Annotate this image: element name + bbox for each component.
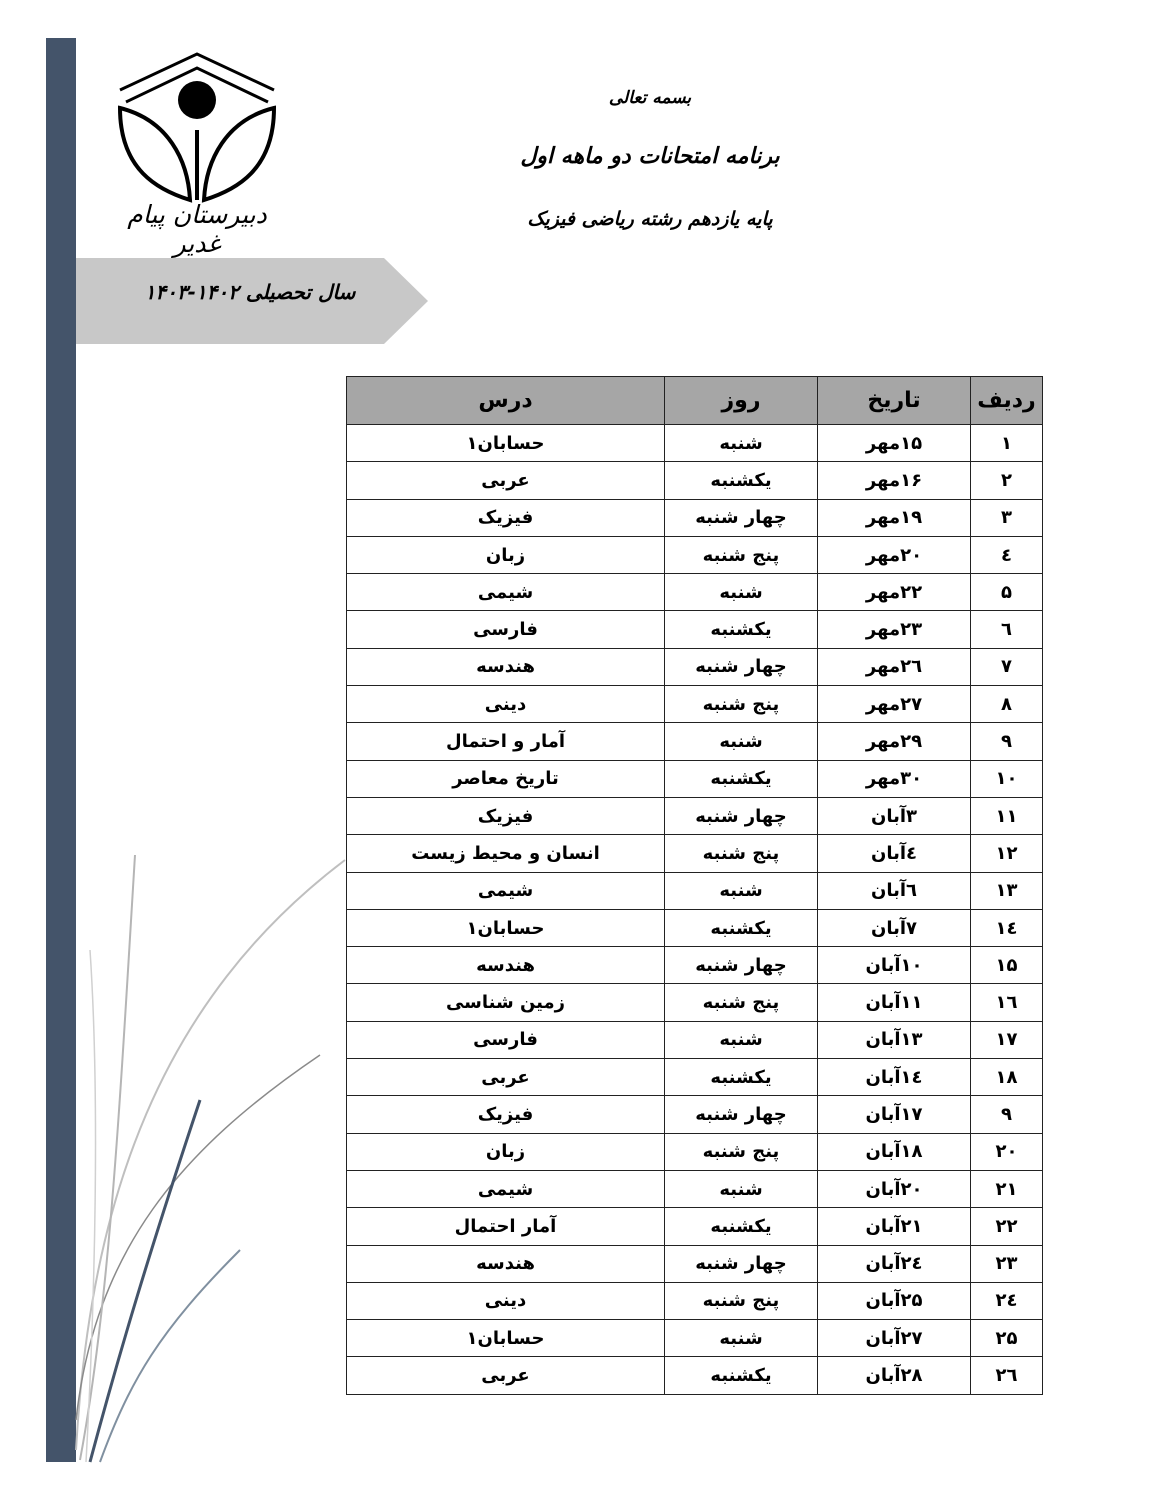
cell-date: ۱٤آبان bbox=[818, 1059, 971, 1096]
cell-day: چهار شنبه bbox=[665, 648, 818, 685]
table-row bbox=[347, 1021, 1043, 1058]
cell-row-number: ۲۵ bbox=[971, 1320, 1043, 1357]
cell-row-number: ٤ bbox=[971, 536, 1043, 573]
cell-day: شنبه bbox=[665, 1021, 818, 1058]
cell-row-number: ۲ bbox=[971, 462, 1043, 499]
table-row bbox=[347, 425, 1043, 462]
cell-subject: زمین شناسی bbox=[347, 984, 665, 1021]
cell-day: شنبه bbox=[665, 723, 818, 760]
cell-row-number: ۱۲ bbox=[971, 835, 1043, 872]
cell-date: ٦آبان bbox=[818, 872, 971, 909]
cell-day: یکشنبه bbox=[665, 760, 818, 797]
table-row bbox=[347, 462, 1043, 499]
cell-subject: هندسه bbox=[347, 947, 665, 984]
cell-day: شنبه bbox=[665, 425, 818, 462]
column-header-date: تاریخ bbox=[818, 377, 971, 425]
cell-row-number: ۹ bbox=[971, 1096, 1043, 1133]
table-row bbox=[347, 1096, 1043, 1133]
cell-date: ۲٤آبان bbox=[818, 1245, 971, 1282]
column-header-day: روز bbox=[665, 377, 818, 425]
cell-date: ۱۶مهر bbox=[818, 462, 971, 499]
cell-date: ۲۳مهر bbox=[818, 611, 971, 648]
cell-day: چهار شنبه bbox=[665, 1096, 818, 1133]
table-row bbox=[347, 984, 1043, 1021]
cell-date: ۷آبان bbox=[818, 909, 971, 946]
cell-day: پنج شنبه bbox=[665, 686, 818, 723]
cell-subject: هندسه bbox=[347, 648, 665, 685]
cell-subject: حسابان۱ bbox=[347, 425, 665, 462]
table-row bbox=[347, 1170, 1043, 1207]
table-row bbox=[347, 1245, 1043, 1282]
cell-day: یکشنبه bbox=[665, 909, 818, 946]
cell-day: شنبه bbox=[665, 1170, 818, 1207]
cell-subject: شیمی bbox=[347, 574, 665, 611]
side-bar bbox=[46, 38, 76, 1462]
cell-row-number: ۲۳ bbox=[971, 1245, 1043, 1282]
table-row bbox=[347, 499, 1043, 536]
cell-row-number: ۱٤ bbox=[971, 909, 1043, 946]
cell-subject: عربی bbox=[347, 1059, 665, 1096]
cell-day: چهار شنبه bbox=[665, 499, 818, 536]
cell-date: ۲۷مهر bbox=[818, 686, 971, 723]
cell-day: چهار شنبه bbox=[665, 797, 818, 834]
cell-row-number: ۱ bbox=[971, 425, 1043, 462]
cell-date: ۲٦مهر bbox=[818, 648, 971, 685]
cell-row-number: ۱۸ bbox=[971, 1059, 1043, 1096]
cell-subject: دینی bbox=[347, 1282, 665, 1319]
table-row bbox=[347, 909, 1043, 946]
cell-row-number: ۱۰ bbox=[971, 760, 1043, 797]
cell-subject: تاریخ معاصر bbox=[347, 760, 665, 797]
table-row bbox=[347, 536, 1043, 573]
cell-subject: انسان و محیط زیست bbox=[347, 835, 665, 872]
table-row bbox=[347, 797, 1043, 834]
grade-subtitle: پایه یازدهم رشته ریاضی فیزیک bbox=[527, 208, 773, 230]
cell-subject: فارسی bbox=[347, 1021, 665, 1058]
table-row bbox=[347, 947, 1043, 984]
cell-subject: فیزیک bbox=[347, 797, 665, 834]
cell-row-number: ۲۲ bbox=[971, 1208, 1043, 1245]
cell-subject: زبان bbox=[347, 536, 665, 573]
cell-row-number: ۷ bbox=[971, 648, 1043, 685]
page-title: برنامه امتحانات دو ماهه اول bbox=[520, 144, 780, 169]
invocation-text: بسمه تعالی bbox=[608, 88, 692, 108]
cell-day: یکشنبه bbox=[665, 1059, 818, 1096]
cell-date: ۲۵آبان bbox=[818, 1282, 971, 1319]
table-row bbox=[347, 611, 1043, 648]
cell-date: ۲۱آبان bbox=[818, 1208, 971, 1245]
column-header-row-number: ردیف bbox=[971, 377, 1043, 425]
table-row bbox=[347, 1133, 1043, 1170]
cell-day: پنج شنبه bbox=[665, 835, 818, 872]
cell-subject: فیزیک bbox=[347, 499, 665, 536]
cell-date: ۳۰مهر bbox=[818, 760, 971, 797]
cell-subject: حسابان۱ bbox=[347, 909, 665, 946]
table-row bbox=[347, 1320, 1043, 1357]
cell-date: ۱۵مهر bbox=[818, 425, 971, 462]
cell-subject: آمار احتمال bbox=[347, 1208, 665, 1245]
cell-subject: هندسه bbox=[347, 1245, 665, 1282]
cell-row-number: ۹ bbox=[971, 723, 1043, 760]
cell-day: چهار شنبه bbox=[665, 947, 818, 984]
cell-row-number: ۲۰ bbox=[971, 1133, 1043, 1170]
exam-schedule-table bbox=[346, 376, 1043, 1395]
cell-date: ۱۱آبان bbox=[818, 984, 971, 1021]
cell-subject: فیزیک bbox=[347, 1096, 665, 1133]
table-row bbox=[347, 1059, 1043, 1096]
cell-row-number: ۲٦ bbox=[971, 1357, 1043, 1394]
cell-subject: عربی bbox=[347, 1357, 665, 1394]
cell-date: ۲۹مهر bbox=[818, 723, 971, 760]
cell-row-number: ۱۵ bbox=[971, 947, 1043, 984]
column-header-subject: درس bbox=[347, 377, 665, 425]
cell-row-number: ۸ bbox=[971, 686, 1043, 723]
cell-row-number: ۱۳ bbox=[971, 872, 1043, 909]
cell-row-number: ۵ bbox=[971, 574, 1043, 611]
cell-day: چهار شنبه bbox=[665, 1245, 818, 1282]
table-row bbox=[347, 872, 1043, 909]
table-row bbox=[347, 1208, 1043, 1245]
cell-row-number: ٦ bbox=[971, 611, 1043, 648]
cell-day: پنج شنبه bbox=[665, 536, 818, 573]
table-row bbox=[347, 1282, 1043, 1319]
cell-day: پنج شنبه bbox=[665, 1282, 818, 1319]
cell-row-number: ۱۷ bbox=[971, 1021, 1043, 1058]
cell-date: ٤آبان bbox=[818, 835, 971, 872]
cell-date: ۱۸آبان bbox=[818, 1133, 971, 1170]
cell-row-number: ۱۱ bbox=[971, 797, 1043, 834]
cell-date: ۲۰آبان bbox=[818, 1170, 971, 1207]
table-header-row bbox=[347, 377, 1043, 425]
cell-row-number: ۳ bbox=[971, 499, 1043, 536]
cell-date: ۱۰آبان bbox=[818, 947, 971, 984]
table-row bbox=[347, 760, 1043, 797]
cell-date: ۲۷آبان bbox=[818, 1320, 971, 1357]
cell-date: ۱۳آبان bbox=[818, 1021, 971, 1058]
cell-day: یکشنبه bbox=[665, 611, 818, 648]
cell-day: پنج شنبه bbox=[665, 984, 818, 1021]
cell-subject: آمار و احتمال bbox=[347, 723, 665, 760]
cell-date: ۱۷آبان bbox=[818, 1096, 971, 1133]
cell-subject: عربی bbox=[347, 462, 665, 499]
cell-day: شنبه bbox=[665, 1320, 818, 1357]
table-row bbox=[347, 723, 1043, 760]
cell-subject: حسابان۱ bbox=[347, 1320, 665, 1357]
cell-date: ۲۰مهر bbox=[818, 536, 971, 573]
cell-day: شنبه bbox=[665, 872, 818, 909]
academic-year-label: سال تحصیلی ۱۴۰۲-۱۴۰۳ bbox=[144, 280, 356, 304]
table-row bbox=[347, 835, 1043, 872]
table-row bbox=[347, 648, 1043, 685]
school-name: دبیرستان پیام غدیر bbox=[127, 200, 267, 258]
table-row bbox=[347, 686, 1043, 723]
cell-row-number: ۲۱ bbox=[971, 1170, 1043, 1207]
cell-day: یکشنبه bbox=[665, 1208, 818, 1245]
cell-date: ۳آبان bbox=[818, 797, 971, 834]
cell-subject: زبان bbox=[347, 1133, 665, 1170]
cell-day: یکشنبه bbox=[665, 1357, 818, 1394]
table-row bbox=[347, 1357, 1043, 1394]
cell-subject: شیمی bbox=[347, 872, 665, 909]
cell-day: پنج شنبه bbox=[665, 1133, 818, 1170]
cell-date: ۲۲مهر bbox=[818, 574, 971, 611]
cell-day: شنبه bbox=[665, 574, 818, 611]
table-row bbox=[347, 574, 1043, 611]
cell-row-number: ۱٦ bbox=[971, 984, 1043, 1021]
cell-subject: شیمی bbox=[347, 1170, 665, 1207]
cell-subject: فارسی bbox=[347, 611, 665, 648]
cell-date: ۱۹مهر bbox=[818, 499, 971, 536]
cell-day: یکشنبه bbox=[665, 462, 818, 499]
cell-date: ۲۸آبان bbox=[818, 1357, 971, 1394]
cell-row-number: ۲٤ bbox=[971, 1282, 1043, 1319]
cell-subject: دینی bbox=[347, 686, 665, 723]
